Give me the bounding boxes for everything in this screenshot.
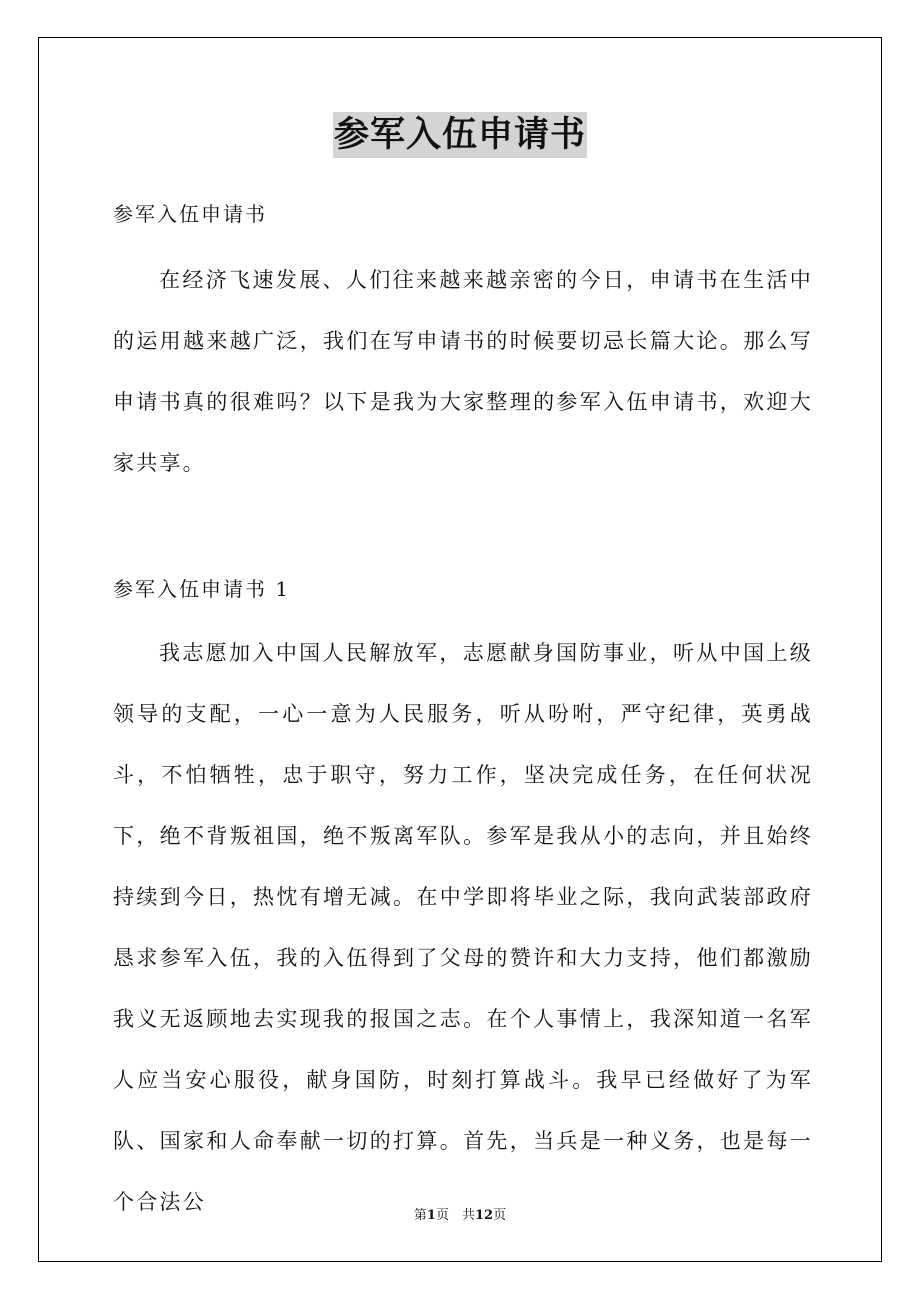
footer-page-total: 12 [474, 1208, 494, 1223]
footer-page-current: 1 [426, 1208, 436, 1223]
section-1-paragraph: 我志愿加入中国人民解放军，志愿献身国防事业，听从中国上级领导的支配，一心一意为人民服务，听从吩咐，严守纪律，英勇战斗，不怕牺牲，忠于职守，努力工作，坚决完成任务，在任何状况下，绝不背叛祖国，绝不叛离军队。参军是我从小的志向，并且始终持续到今日，热忱有增无减。在中学即将毕业之际，我向武装部政府恳求参军入伍，我的入伍得到了父母的赞许和大力支持，他们都激励我义无返顾地去实现我的报国之志。在个人事情上，我深知道一名军人应当安心服役，献身国防，时刻打算战斗。我早已经做好了为军队、国家和人命奉献一切的打算。首先，当兵是一种义务，也是每一个合法公 [113, 641, 813, 1214]
section-1-heading: 参军入伍申请书 1 [113, 577, 291, 601]
footer-page-mid: 页 共 [435, 1208, 475, 1223]
document-body [113, 196, 813, 1233]
footer-page-suffix: 页 [493, 1208, 507, 1223]
subtitle-heading: 参军入伍申请书 [113, 202, 267, 226]
intro-paragraph: 在经济飞速发展、人们往来越来越亲密的今日，申请书在生活中的运用越来越广泛，我们在写申请书的时候要切忌长篇大论。那么写申请书真的很难吗？以下是我为大家整理的参军入伍申请书，欢迎大家共享。 [113, 268, 813, 475]
document-title: 参军入伍申请书 [333, 112, 587, 158]
footer-page-prefix: 第 [413, 1208, 427, 1223]
title-wrap [0, 112, 920, 158]
page-footer [0, 1206, 920, 1226]
